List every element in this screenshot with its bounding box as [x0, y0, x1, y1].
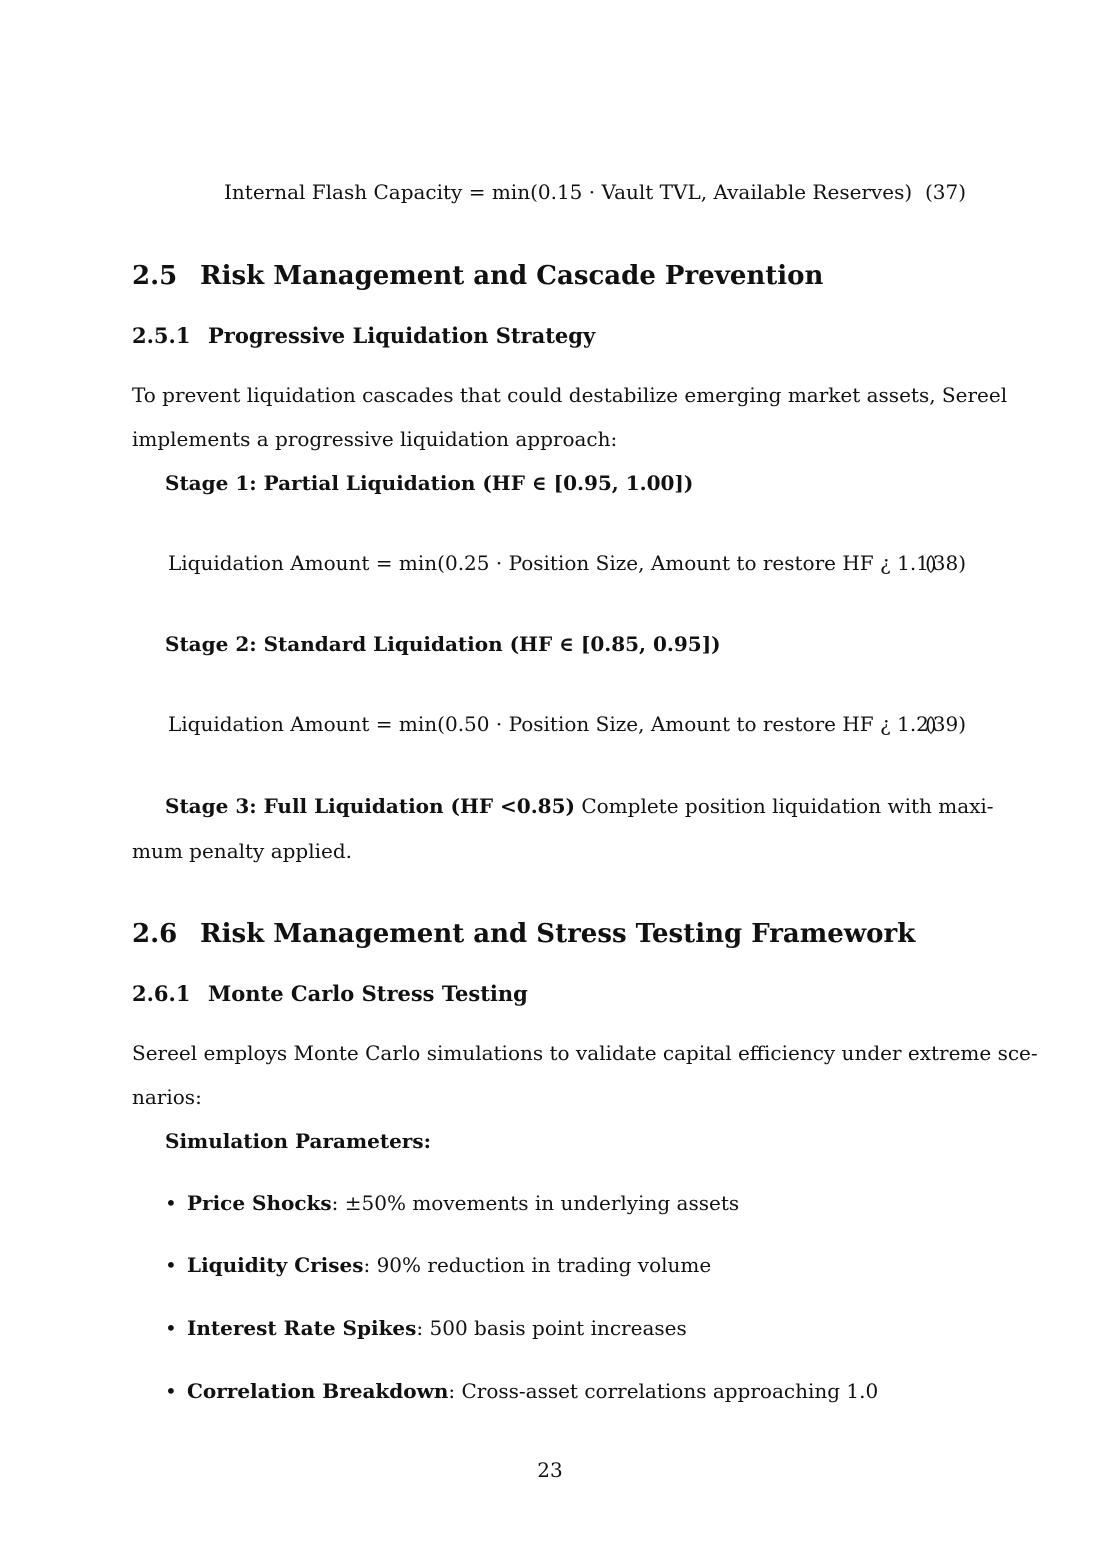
list-item-text: : ±50% movements in underlying assets	[331, 1191, 740, 1215]
list-item-text: : Cross-asset correlations approaching 1.0	[448, 1379, 879, 1403]
subsection-2-6-1-heading	[132, 981, 528, 1006]
section-2-5-heading	[132, 261, 823, 291]
bullet-icon: •	[165, 1253, 177, 1277]
subsection-2-5-1-heading	[132, 323, 595, 348]
simulation-parameters-label: Simulation Parameters:	[165, 1129, 431, 1153]
section-number: 2.5	[132, 261, 178, 291]
equation-38	[168, 551, 937, 575]
equation-37-number: (37)	[924, 180, 966, 204]
equation-39-number: (39)	[924, 712, 966, 736]
paragraph-line: implements a progressive liquidation approach:	[132, 427, 618, 451]
subsection-number: 2.6.1	[132, 981, 191, 1006]
list-item	[165, 1379, 878, 1403]
list-item	[165, 1191, 739, 1215]
list-item	[165, 1316, 687, 1340]
section-number: 2.6	[132, 919, 178, 949]
stage-2-label: Stage 2: Standard Liquidation (HF ∈ [0.85, 0.95])	[165, 632, 721, 656]
subsection-title: Monte Carlo Stress Testing	[208, 981, 528, 1006]
list-item-term: Interest Rate Spikes	[187, 1316, 417, 1340]
equation-38-number: (38)	[924, 551, 966, 575]
subsection-title: Progressive Liquidation Strategy	[208, 323, 596, 348]
paragraph-line: mum penalty applied.	[132, 839, 353, 863]
bullet-icon: •	[165, 1379, 177, 1403]
list-item-text: : 500 basis point increases	[416, 1316, 687, 1340]
equation-37-text: Internal Flash Capacity = min(0.15 · Vault TVL, Available Reserves)	[224, 180, 913, 204]
stage-1-label: Stage 1: Partial Liquidation (HF ∈ [0.95, 1.00])	[165, 471, 694, 495]
equation-38-text: Liquidation Amount = min(0.25 · Position Size, Amount to restore HF ¿ 1.1)	[168, 551, 937, 575]
paragraph-line: To prevent liquidation cascades that could destabilize emerging market assets, Sereel	[132, 383, 1008, 407]
section-title: Risk Management and Cascade Prevention	[200, 261, 824, 291]
equation-39	[168, 712, 937, 736]
section-title: Risk Management and Stress Testing Framework	[200, 919, 916, 949]
paragraph-line: Sereel employs Monte Carlo simulations to validate capital efficiency under extreme sce-	[132, 1041, 1038, 1065]
paragraph-line: narios:	[132, 1085, 202, 1109]
list-item-term: Correlation Breakdown	[187, 1379, 449, 1403]
section-2-6-heading	[132, 919, 915, 949]
stage-3-label: Stage 3: Full Liquidation (HF <0.85)	[165, 794, 575, 818]
bullet-icon: •	[165, 1191, 177, 1215]
stage-3-text: Complete position liquidation with maxi-	[574, 794, 994, 818]
list-item-term: Price Shocks	[187, 1191, 332, 1215]
subsection-number: 2.5.1	[132, 323, 191, 348]
list-item	[165, 1253, 711, 1277]
stage-3-paragraph	[165, 793, 994, 819]
list-item-text: : 90% reduction in trading volume	[363, 1253, 712, 1277]
bullet-icon: •	[165, 1316, 177, 1340]
equation-39-text: Liquidation Amount = min(0.50 · Position Size, Amount to restore HF ¿ 1.2)	[168, 712, 937, 736]
list-item-term: Liquidity Crises	[187, 1253, 364, 1277]
equation-37	[224, 180, 912, 204]
page-number: 23	[537, 1458, 563, 1482]
